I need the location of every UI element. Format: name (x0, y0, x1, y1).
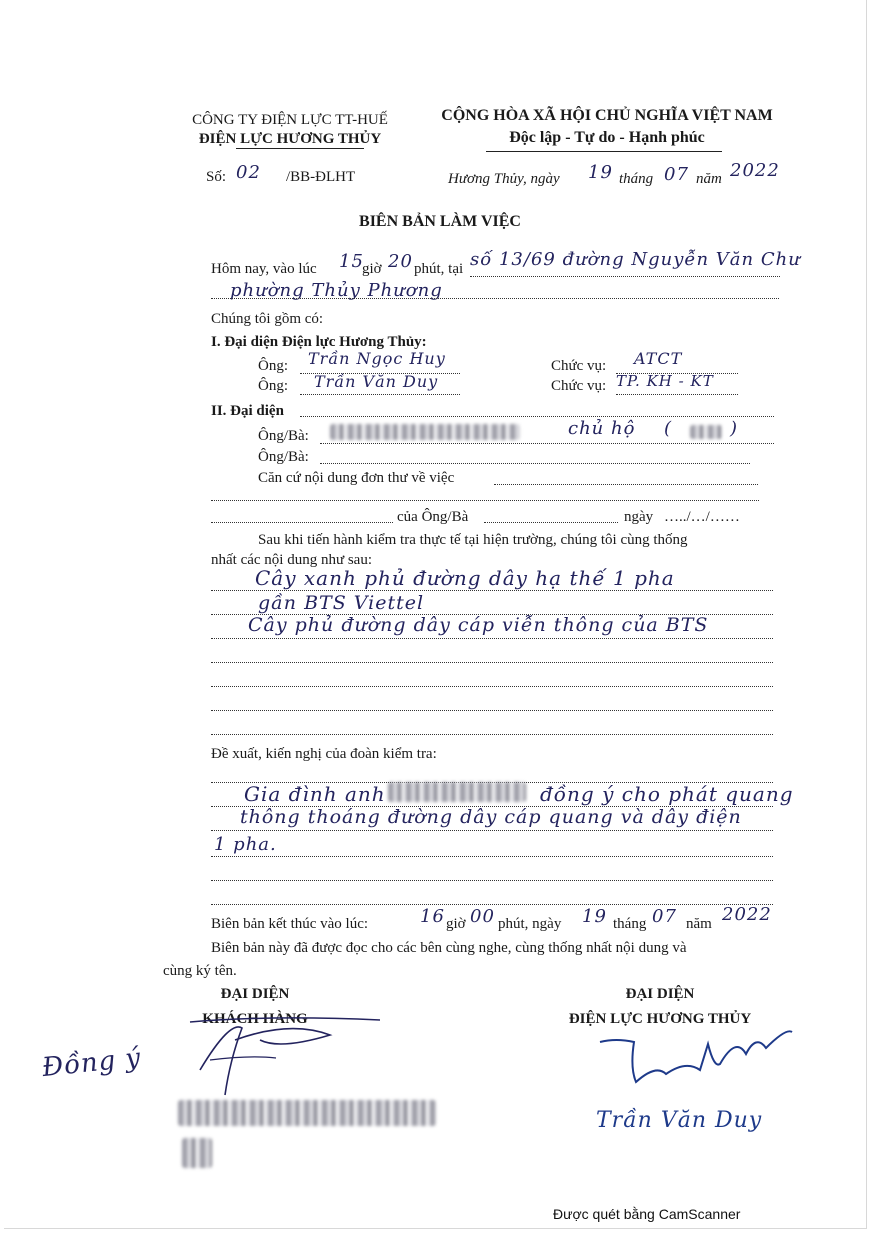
customer-role: chủ hộ (568, 418, 636, 439)
redacted-name (182, 1138, 212, 1168)
customer-note: Đồng ý (40, 1042, 143, 1084)
date-month: 07 (664, 164, 689, 185)
intro-minute: 20 (388, 251, 413, 272)
end-month: 07 (652, 906, 677, 927)
finding-line-2: gần BTS Viettel (258, 592, 425, 614)
dotted-line (300, 394, 460, 395)
utility-sign-title-1: ĐẠI DIỆN (625, 986, 695, 1002)
end-year-label: năm (686, 916, 712, 932)
company-underline (236, 148, 364, 149)
dotted-line (211, 880, 773, 881)
finding-line-3: Cây phủ đường dây cáp viễn thông của BTS (248, 614, 709, 636)
customer-label: Ông/Bà: (258, 428, 309, 444)
date-label: ngày (624, 509, 654, 525)
end-hour: 16 (420, 906, 445, 927)
intro-minute-label: phút, tại (414, 261, 464, 277)
end-day: 19 (582, 906, 607, 927)
customer-sign-title-1: ĐẠI DIỆN (220, 986, 290, 1002)
end-year: 2022 (722, 904, 772, 925)
customer-sign-title-2: KHÁCH HÀNG (202, 1011, 308, 1027)
proposal-line-2: thông thoáng đường dây cáp quang và dây điện (240, 806, 742, 828)
dotted-line (300, 416, 774, 417)
proposal-line-3: 1 pha. (214, 834, 277, 855)
redacted-name (388, 782, 526, 802)
statement-1: Biên bản này đã được đọc cho các bên cùng nghe, cùng thống nhất nội dung và (211, 940, 687, 956)
doc-number-suffix: /BB-ĐLHT (286, 169, 356, 185)
intro-time-label: Hôm nay, vào lúc (211, 261, 317, 277)
scanner-watermark: Được quét bằng CamScanner (553, 1206, 741, 1222)
dotted-line (211, 830, 773, 831)
dotted-line (320, 463, 750, 464)
rep2-role-label: Chức vụ: (551, 378, 607, 394)
date-place: Hương Thủy, ngày (448, 171, 560, 187)
end-month-label: tháng (613, 916, 647, 932)
dotted-line (211, 856, 773, 857)
rep2-name: Trần Văn Duy (314, 372, 439, 391)
proposal-label: Đề xuất, kiến nghị của đoàn kiểm tra: (211, 746, 437, 762)
rep1-name: Trần Ngọc Huy (308, 349, 446, 368)
proposal-line-1a: Gia đình anh (244, 782, 386, 806)
statement-2: cùng ký tên. (163, 963, 237, 979)
dotted-line (320, 443, 774, 444)
date-year: 2022 (730, 160, 780, 181)
members-label: Chúng tôi gồm có: (211, 311, 324, 327)
dotted-line (211, 298, 779, 299)
dotted-line (211, 710, 773, 711)
dotted-line (211, 686, 773, 687)
dotted-line (211, 734, 773, 735)
intro-location-1: số 13/69 đường Nguyễn Văn Chư (470, 249, 801, 270)
rep1-label: Ông: (258, 358, 288, 374)
doc-number-label: Số: (206, 169, 227, 185)
branch-name: ĐIỆN LỰC HƯƠNG THỦY (198, 131, 382, 147)
dotted-line (470, 276, 780, 277)
dotted-line (211, 904, 773, 905)
dotted-line (211, 590, 773, 591)
customer2-label: Ông/Bà: (258, 449, 309, 465)
section1-heading: I. Đại diện Điện lực Hương Thủy: (211, 334, 427, 350)
doc-number-value: 02 (236, 162, 261, 183)
date-blank: …../…/…… (664, 509, 740, 525)
dotted-line (211, 638, 773, 639)
rep2-label: Ông: (258, 378, 288, 394)
end-label: Biên bản kết thúc vào lúc: (211, 916, 369, 932)
rep1-role: ATCT (634, 349, 683, 368)
intro-location-2: phường Thủy Phương (230, 280, 443, 301)
dotted-line (484, 522, 618, 523)
section2-heading: II. Đại diện (211, 403, 284, 419)
end-hour-label: giờ (446, 916, 466, 932)
findings-intro-1: Sau khi tiến hành kiểm tra thực tế tại hiện trường, chúng tôi cùng thống (258, 532, 688, 548)
intro-hour-label: giờ (362, 261, 382, 277)
redacted-name (178, 1100, 436, 1126)
rep2-role: TP. KH - KT (616, 372, 714, 390)
dotted-line (211, 522, 393, 523)
utility-sign-title-2: ĐIỆN LỰC HƯƠNG THỦY (568, 1011, 752, 1027)
end-minute-label: phút, ngày (498, 916, 562, 932)
nation-title: CỘNG HÒA XÃ HỘI CHỦ NGHĨA VIỆT NAM (441, 107, 773, 124)
of-label: của Ông/Bà (397, 509, 469, 525)
dotted-line (211, 662, 773, 663)
dotted-line (211, 500, 759, 501)
rep1-role-label: Chức vụ: (551, 358, 607, 374)
utility-signature (596, 1024, 796, 1094)
redacted-name (330, 424, 520, 440)
basis-label: Căn cứ nội dung đơn thư về việc (258, 470, 455, 486)
company-name: CÔNG TY ĐIỆN LỰC TT-HUẾ (192, 112, 388, 128)
redacted-name (690, 425, 722, 439)
customer-signature (180, 1000, 400, 1100)
nation-motto: Độc lập - Tự do - Hạnh phúc (509, 129, 705, 146)
end-minute: 00 (470, 906, 495, 927)
dotted-line (616, 394, 738, 395)
utility-signer-name: Trần Văn Duy (596, 1108, 763, 1133)
date-day: 19 (588, 162, 613, 183)
proposal-line-1b: đồng ý cho phát quang (540, 782, 794, 806)
date-month-label: tháng (619, 171, 654, 187)
dotted-line (494, 484, 758, 485)
motto-underline (486, 151, 722, 152)
intro-hour: 15 (339, 251, 364, 272)
findings-intro-2: nhất các nội dung như sau: (211, 552, 373, 568)
finding-line-1: Cây xanh phủ đường dây hạ thế 1 pha (255, 566, 675, 590)
document-title: BIÊN BẢN LÀM VIỆC (359, 213, 521, 230)
date-year-label: năm (696, 171, 722, 187)
